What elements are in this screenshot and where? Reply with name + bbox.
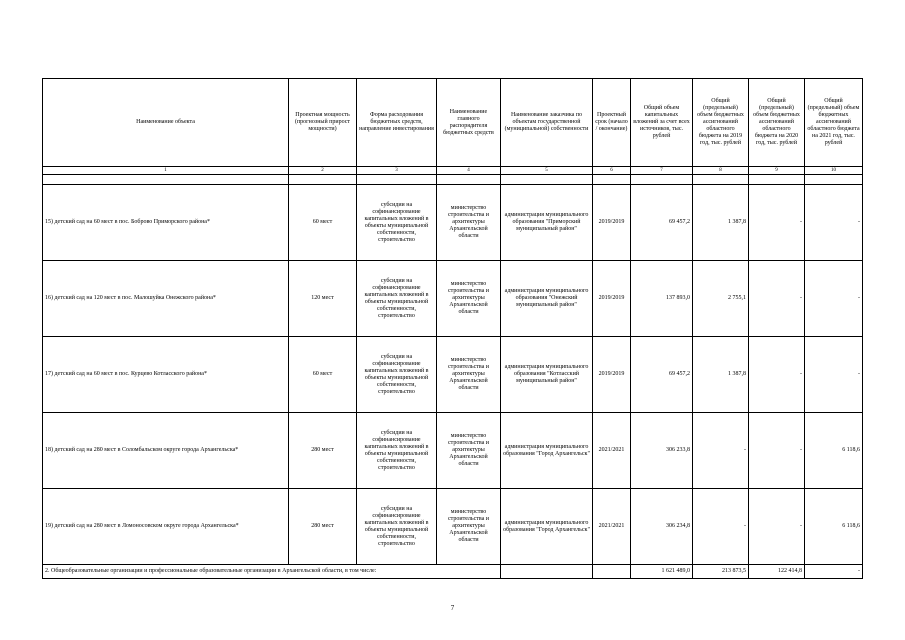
section-budget-2021: - [805, 565, 863, 579]
column-header: Наименование главного распорядителя бюджетных средств [437, 79, 501, 167]
column-header: Проектный срок (начало / окончание) [593, 79, 631, 167]
funding-form: субсидии на софинансирование капитальных вложений в объекты муниципальной собственности, строительство [357, 261, 437, 337]
customer: администрация муниципального образования "Город Архангельск" [501, 413, 593, 489]
column-header: Общий (предельный) объем бюджетных ассигнований областного бюджета на 2019 год, тыс. рублей [693, 79, 749, 167]
section-budget-2020: 122 414,8 [749, 565, 805, 579]
budget-2020: - [749, 489, 805, 565]
budget-2019: 1 387,8 [693, 337, 749, 413]
customer: администрация муниципального образования "Город Архангельск" [501, 489, 593, 565]
column-number: 7 [631, 167, 693, 175]
project-term: 2021/2021 [593, 489, 631, 565]
table-row [43, 261, 863, 337]
total-investment: 69 457,2 [631, 337, 693, 413]
budget-2020: - [749, 337, 805, 413]
total-investment: 69 457,2 [631, 185, 693, 261]
budget-2020: - [749, 261, 805, 337]
object-name: 16) детский сад на 120 мест в пос. Малошуйка Онежского района* [43, 261, 289, 337]
object-name: 18) детский сад на 280 мест в Соломбальском округе города Архангельска* [43, 413, 289, 489]
customer: администрация муниципального образования "Онежский муниципальный район" [501, 261, 593, 337]
project-term: 2019/2019 [593, 261, 631, 337]
column-header: Форма расходования бюджетных средств, направление инвестирования [357, 79, 437, 167]
budget-2019: 1 387,8 [693, 185, 749, 261]
budget-2019: 2 755,1 [693, 261, 749, 337]
funding-form: субсидии на софинансирование капитальных вложений в объекты муниципальной собственности, строительство [357, 185, 437, 261]
empty-cell [593, 565, 631, 579]
column-number-row [43, 167, 863, 175]
capital-investment-table [42, 78, 863, 579]
section-total-row [43, 565, 863, 579]
total-investment: 306 234,8 [631, 489, 693, 565]
object-name: 15) детский сад на 60 мест в пос. Боброво Приморского района* [43, 185, 289, 261]
column-number: 3 [357, 167, 437, 175]
budget-2021: 6 118,6 [805, 413, 863, 489]
budget-2019: - [693, 489, 749, 565]
object-name: 19) детский сад на 280 мест в Ломоносовском округе города Архангельска* [43, 489, 289, 565]
section-title: 2. Общеобразовательные организации и профессиональные образовательные организации в Архангельской области, в том числе: [43, 565, 501, 579]
empty-cell [501, 565, 593, 579]
page-number: 7 [450, 604, 455, 612]
column-number: 4 [437, 167, 501, 175]
budget-2020: - [749, 185, 805, 261]
budget-2021: 6 118,6 [805, 489, 863, 565]
budget-2020: - [749, 413, 805, 489]
funding-form: субсидии на софинансирование капитальных вложений в объекты муниципальной собственности, строительство [357, 337, 437, 413]
total-investment: 306 233,8 [631, 413, 693, 489]
table-row [43, 185, 863, 261]
object-capacity: 280 мест [289, 489, 357, 565]
column-number: 8 [693, 167, 749, 175]
budget-distributor: министерство строительства и архитектуры Архангельской области [437, 489, 501, 565]
customer: администрация муниципального образования "Приморский муниципальный район" [501, 185, 593, 261]
column-header: Общий (предельный) объем бюджетных ассигнований областного бюджета на 2020 год, тыс. рублей [749, 79, 805, 167]
object-capacity: 120 мест [289, 261, 357, 337]
budget-2021: - [805, 261, 863, 337]
customer: администрация муниципального образования "Котласский муниципальный район" [501, 337, 593, 413]
budget-distributor: министерство строительства и архитектуры Архангельской области [437, 337, 501, 413]
section-budget-2019: 213 873,5 [693, 565, 749, 579]
project-term: 2019/2019 [593, 185, 631, 261]
column-number: 2 [289, 167, 357, 175]
column-number: 1 [43, 167, 289, 175]
column-header: Общий объем капитальных вложений за счет всех источников, тыс. рублей [631, 79, 693, 167]
budget-distributor: министерство строительства и архитектуры Архангельской области [437, 261, 501, 337]
budget-2021: - [805, 185, 863, 261]
table-header-row [43, 79, 863, 167]
section-total-investment: 1 621 489,0 [631, 565, 693, 579]
table-spacer-row [43, 175, 863, 185]
column-number: 5 [501, 167, 593, 175]
project-term: 2021/2021 [593, 413, 631, 489]
funding-form: субсидии на софинансирование капитальных вложений в объекты муниципальной собственности, строительство [357, 413, 437, 489]
funding-form: субсидии на софинансирование капитальных вложений в объекты муниципальной собственности, строительство [357, 489, 437, 565]
table-row [43, 413, 863, 489]
object-capacity: 60 мест [289, 337, 357, 413]
object-capacity: 280 мест [289, 413, 357, 489]
column-header: Наименование заказчика по объектам государственной (муниципальной) собственности [501, 79, 593, 167]
total-investment: 137 893,0 [631, 261, 693, 337]
budget-distributor: министерство строительства и архитектуры Архангельской области [437, 185, 501, 261]
column-header: Проектная мощность (прогнозный прирост мощности) [289, 79, 357, 167]
column-header: Наименование объекта [43, 79, 289, 167]
budget-2019: - [693, 413, 749, 489]
column-number: 6 [593, 167, 631, 175]
table-row [43, 337, 863, 413]
object-name: 17) детский сад на 60 мест в пос. Курцево Котласского района* [43, 337, 289, 413]
column-number: 9 [749, 167, 805, 175]
column-header: Общий (предельный) объем бюджетных ассигнований областного бюджета на 2021 год, тыс. рублей [805, 79, 863, 167]
budget-distributor: министерство строительства и архитектуры Архангельской области [437, 413, 501, 489]
budget-2021: - [805, 337, 863, 413]
column-number: 10 [805, 167, 863, 175]
object-capacity: 60 мест [289, 185, 357, 261]
table-row [43, 489, 863, 565]
project-term: 2019/2019 [593, 337, 631, 413]
